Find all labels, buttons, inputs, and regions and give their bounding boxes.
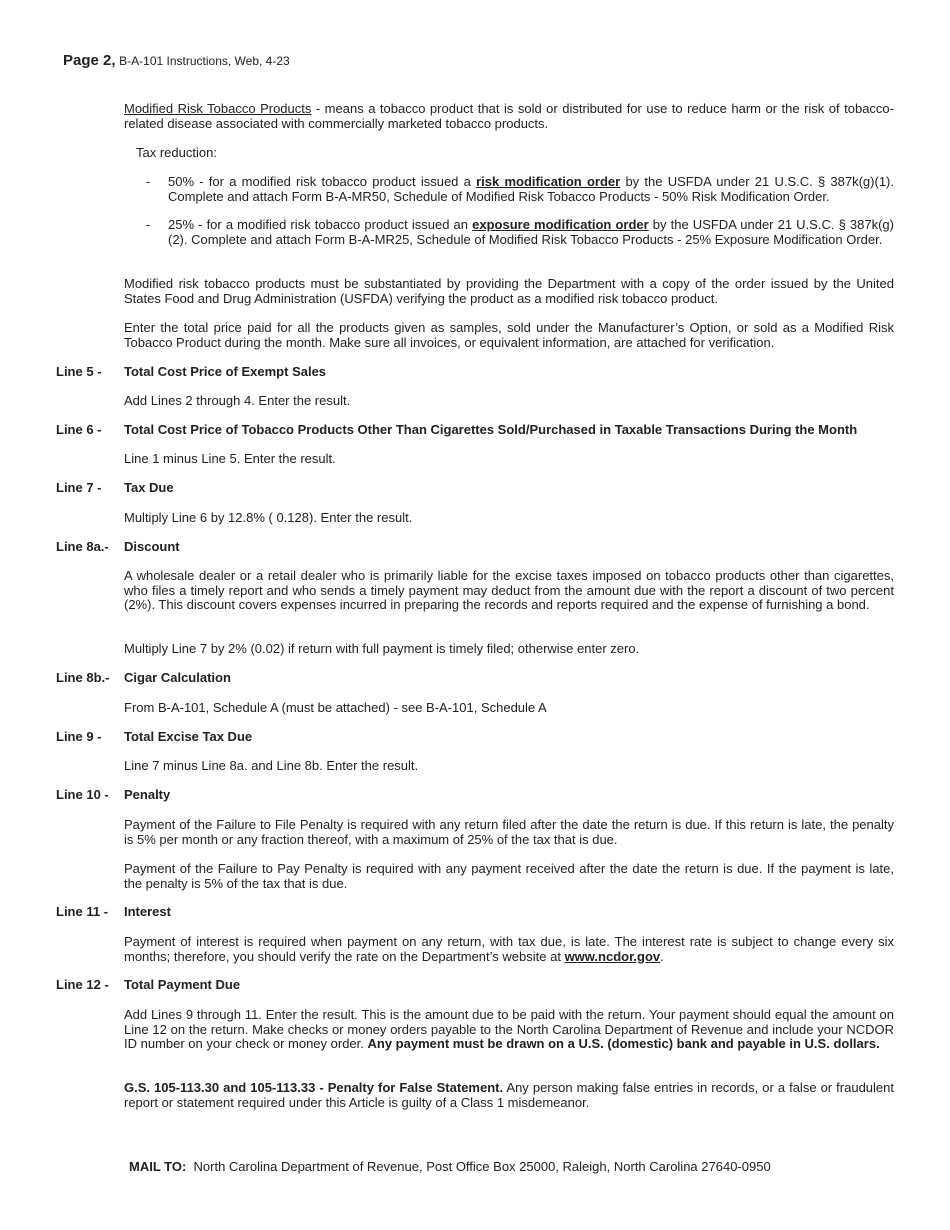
page-header	[63, 54, 290, 69]
risk-modification-order: risk modification order	[476, 174, 621, 189]
bullet-text: by the USFDA under 21 U.S.C. § 387k(g)(1). Complete and attach Form B-A-MR50, Schedule of Modified Risk Tobacco Products - 50% Risk Modification Order.	[168, 174, 894, 204]
line-9-title: Total Excise Tax Due	[124, 729, 253, 744]
line-7-title: Tax Due	[124, 480, 174, 495]
mail-to-label: MAIL TO:	[129, 1159, 187, 1174]
bullet-item	[146, 218, 894, 247]
line-11-title: Interest	[124, 904, 171, 919]
mail-to	[129, 1160, 771, 1175]
line-8b-title: Cigar Calculation	[124, 670, 231, 685]
ncdor-website-link[interactable]: www.ncdor.gov	[564, 948, 661, 964]
bullet-text: 50% - for a modified risk tobacco product issued a	[168, 174, 477, 189]
line-9-text: Line 7 minus Line 8a. and Line 8b. Enter the result.	[124, 758, 419, 773]
line-12-title: Total Payment Due	[124, 977, 241, 992]
line-8a-label: Line 8a.-	[56, 539, 109, 554]
enter-total-paragraph: Enter the total price paid for all the products given as samples, sold under the Manufacturer’s Option, or sold as a Modified Risk Tobacco Product during the month. Make sure all invoices, or equivalent information, are attached for verification.	[124, 320, 894, 350]
line-11-text	[124, 935, 894, 964]
line-12-label: Line 12 -	[56, 977, 109, 992]
line-7-text: Multiply Line 6 by 12.8% ( 0.128). Enter the result.	[124, 510, 413, 525]
line-8a-title: Discount	[124, 539, 180, 554]
exposure-modification-order: exposure modification order	[472, 217, 649, 232]
line-8a-text: A wholesale dealer or a retail dealer who is primarily liable for the excise taxes imposed on tobacco products other than cigarettes, who files a timely report and who sends a timely payment may deduct from the amount due with the report a discount of two percent (2%). This discount covers expenses incurred in preparing the records and reports required and the expense of furnishing a bond.	[124, 568, 894, 613]
substantiate-paragraph: Modified risk tobacco products must be substantiated by providing the Department with a copy of the order issued by the United States Food and Drug Administration (USFDA) verifying the product as a modified risk tobacco product.	[124, 276, 894, 306]
line-5-title: Total Cost Price of Exempt Sales	[124, 364, 327, 379]
false-statement	[124, 1081, 894, 1110]
line-12-text	[124, 1008, 894, 1052]
line-7-label: Line 7 -	[56, 480, 102, 495]
line-6-text: Line 1 minus Line 5. Enter the result.	[124, 451, 336, 466]
line-5-label: Line 5 -	[56, 364, 102, 379]
line-8b-label: Line 8b.-	[56, 670, 110, 685]
false-statement-heading: G.S. 105-113.30 and 105-113.33 - Penalty for False Statement.	[124, 1080, 504, 1095]
line-9-label: Line 9 -	[56, 729, 102, 744]
line-6-title: Total Cost Price of Tobacco Products Other Than Cigarettes Sold/Purchased in Taxable Transactions During the Month	[124, 422, 858, 437]
bullet-dash: -	[146, 174, 151, 189]
line-11-body: Payment of interest is required when payment on any return, with tax due, is late. The interest rate is subject to change every six months; therefore, you should verify the rate on the Department’s website at	[124, 934, 894, 964]
bullet-text: by the USFDA under 21 U.S.C. § 387k(g)(2). Complete and attach Form B-A-MR25, Schedule of Modified Risk Tobacco Products - 25% Exposure Modification Order.	[168, 217, 894, 247]
mrtp-definition-text: - means a tobacco product that is sold or distributed for use to reduce harm or the risk of tobacco-related disease associated with commercially marketed tobacco products.	[124, 101, 894, 131]
page-number: Page 2,	[63, 52, 116, 69]
line-8b-text: From B-A-101, Schedule A (must be attached) - see B-A-101, Schedule A	[124, 700, 547, 715]
line-11-label: Line 11 -	[56, 904, 109, 919]
line-8a-instruction: Multiply Line 7 by 2% (0.02) if return with full payment is timely filed; otherwise enter zero.	[124, 641, 640, 656]
bullet-dash: -	[146, 217, 151, 232]
mrtp-term: Modified Risk Tobacco Products	[124, 101, 312, 116]
line-5-text: Add Lines 2 through 4. Enter the result.	[124, 393, 351, 408]
line-10-title: Penalty	[124, 787, 171, 802]
line-10-label: Line 10 -	[56, 787, 109, 802]
line-12-bold-note: Any payment must be drawn on a U.S. (domestic) bank and payable in U.S. dollars.	[367, 1036, 880, 1052]
tax-reduction-label: Tax reduction:	[136, 145, 217, 160]
line-11-end: .	[660, 948, 664, 964]
bullet-text: 25% - for a modified risk tobacco product issued an	[168, 217, 473, 232]
mrtp-definition	[124, 102, 894, 131]
bullet-item	[146, 175, 894, 204]
false-statement-text: Any person making false entries in records, or a false or fraudulent report or statement required under this Article is guilty of a Class 1 misdemeanor.	[124, 1080, 894, 1110]
line-6-label: Line 6 -	[56, 422, 102, 437]
form-subtitle: B-A-101 Instructions, Web, 4-23	[119, 54, 290, 68]
line-10-file-penalty: Payment of the Failure to File Penalty is required with any return filed after the date the return is due. If this return is late, the penalty is 5% per month or any fraction thereof, with a maximum of 25% of the tax that is due.	[124, 817, 894, 847]
mail-to-address: North Carolina Department of Revenue, Post Office Box 25000, Raleigh, North Carolina 27640-0950	[186, 1159, 771, 1174]
line-10-pay-penalty: Payment of the Failure to Pay Penalty is required with any payment received after the date the return is due. If the payment is late, the penalty is 5% of the tax that is due.	[124, 861, 894, 891]
line-12-body: Add Lines 9 through 11. Enter the result. This is the amount due to be paid with the return. Your payment should equal the amount on Line 12 on the return. Make checks or money orders payable to the North Carolina Department of Revenue and include your NCDOR ID number on your check or money order.	[124, 1007, 894, 1052]
